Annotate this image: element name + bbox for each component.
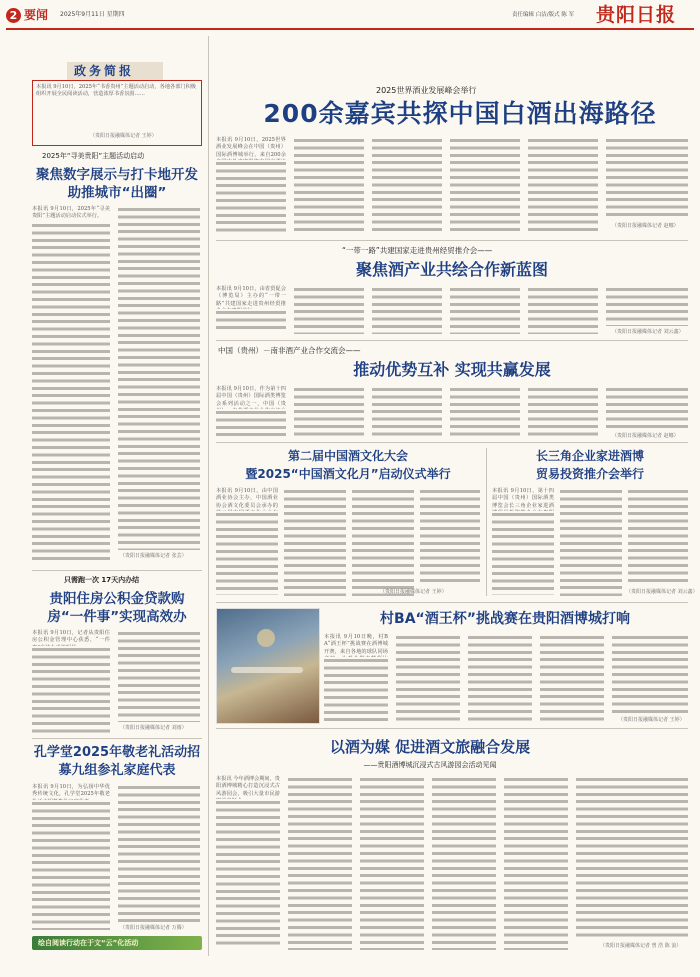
divider-left-1: [32, 570, 202, 571]
village-ba-credit: （贵阳日报融媒体记者 王婷）: [618, 717, 685, 723]
elder-dateline: 本报讯 9月10日，为弘扬中华优秀传统文化，孔学堂2025年敬老: [32, 784, 110, 798]
asean-dateline: 本报讯 9月10日，作为第十四届中国（贵州）国际酒类博览会系列活动之一，中国（贵: [216, 386, 286, 407]
asean-kicker: 中国（贵州）－南非酒产业合作交流会——: [218, 346, 361, 355]
village-ba-dateline: 本报讯 9月10日晚，村BA“酒王杯”挑战赛在酒博城开赛，来自各地的球队同场: [324, 634, 388, 655]
lead-credit: （贵阳日报融媒体记者 赵娜）: [612, 223, 679, 229]
belt-title: 聚焦酒产业共绘合作新蓝图: [355, 260, 548, 279]
elder-col2: [118, 784, 200, 922]
brief-title: 政务简报: [74, 64, 135, 78]
village-ba-col4: [540, 634, 604, 724]
vertical-rule-culture: [486, 448, 487, 596]
asean-col5: [528, 386, 598, 438]
tourism-col3: [360, 776, 424, 950]
story-left-kicker: 2025年“寻美贵阳”主题活动启动: [42, 152, 145, 160]
belt-kicker: “一带一路”共建国家走进贵州经贸推介会——: [342, 246, 493, 255]
belt-col1: [216, 309, 286, 333]
yangtze-col2: [560, 488, 622, 596]
divider-main-4: [216, 602, 688, 603]
housing-dateline: 本报讯 9月10日，记者从贵阳住房公积金管理中心获悉，“一件: [32, 630, 110, 644]
yangtze-col3: [628, 488, 688, 586]
tourism-title: 以酒为媒 促进酒文旅融合发展: [329, 738, 531, 756]
asean-col4: [450, 386, 520, 438]
page-number-badge: 2: [6, 8, 21, 23]
lead-col5: [528, 137, 598, 232]
yangtze-dateline: 本报讯 9月10日，第十四届中国（贵州）国际酒类博览会长三角企业家进酒: [492, 488, 554, 509]
asean-col6: [606, 386, 688, 430]
divider-main-2: [216, 340, 688, 341]
culture-credit: （贵阳日报融媒体记者 王婷）: [380, 589, 447, 595]
divider-main-3: [216, 442, 688, 443]
housing-col1: [32, 646, 110, 734]
editor-credits: 责任编辑 白洁/版式 陈 军: [512, 12, 575, 18]
belt-col3: [372, 286, 442, 334]
lead-title: 200余嘉宾共探中国白酒出海路径: [263, 99, 657, 128]
lead-col6: [606, 137, 688, 219]
tourism-col5: [504, 776, 568, 950]
brief-lead: 本报讯 9月10日，2025年“书香贵州”主题活动启动，各地各部门积极组织开展全民阅读活动，营造浓厚书香氛围……: [36, 84, 196, 98]
yangtze-credit: （贵阳日报融媒体记者 刘云鑫）: [626, 589, 698, 595]
housing-title: 贵阳住房公积金贷款购房“一件事”实现高效办: [47, 591, 187, 625]
story-left-title: 聚焦数字展示与打卡地开发助推城市“出圈”: [36, 167, 198, 201]
belt-col2: [294, 286, 364, 334]
divider-main-1: [216, 240, 688, 241]
asean-col1: [216, 409, 286, 437]
yangtze-col1: [492, 511, 554, 595]
village-ba-col3: [468, 634, 532, 724]
bottom-banner-text: 绘自阅读行动在于文“云”化活动: [38, 939, 139, 947]
belt-credit: （贵阳日报融媒体记者 刘云鑫）: [612, 329, 684, 335]
lead-kicker: 2025世界酒业发展峰会举行: [376, 86, 477, 95]
header-rule: [6, 28, 694, 30]
culture-kicker: 第二届中国酒文化大会: [287, 449, 408, 463]
belt-dateline: 本报讯 9月10日，由省贸促会（博览局）主办的“一带一路”共建国家走进贵州经贸推: [216, 286, 286, 307]
divider-main-5: [216, 728, 688, 729]
elder-title: 孔学堂2025年敬老礼活动招募九组参礼家庭代表: [33, 745, 201, 778]
belt-col5: [528, 286, 598, 334]
culture-col1: [216, 511, 278, 595]
lead-dateline: 本报讯 9月10日，2025世界酒业发展峰会在中国（贵州）国际酒博城举行，来自200余: [216, 137, 286, 158]
village-ba-col5: [612, 634, 688, 714]
village-ba-photo: [216, 608, 320, 724]
tourism-subtitle: ——贵阳酒博城沉浸式古风游园会活动见闻: [363, 761, 497, 769]
asean-col3: [372, 386, 442, 438]
elder-col1: [32, 800, 110, 930]
story-left-col1: [32, 222, 110, 560]
belt-col6: [606, 286, 688, 326]
asean-title: 推动优势互补 实现共赢发展: [353, 360, 551, 379]
lead-col2: [294, 137, 364, 232]
story-left-dateline: 本报讯 9月10日，2025年“寻美贵阳”主题活动启动仪式举行。: [32, 206, 110, 220]
divider-left-2: [32, 738, 202, 739]
lead-col4: [450, 137, 520, 232]
yangtze-kicker: 长三角企业家进酒博: [535, 449, 644, 463]
section-name: 要闻: [24, 8, 49, 22]
asean-credit: （贵阳日报融媒体记者 赵娜）: [612, 433, 679, 439]
culture-dateline: 本报讯 9月10日，由中国酒业协会主办，中国酒业协会酒文化委员会承办的: [216, 488, 278, 509]
tourism-col1: [216, 799, 280, 949]
tourism-col4: [432, 776, 496, 950]
culture-col4: [420, 488, 480, 586]
newspaper-logo: 贵阳日报: [596, 4, 677, 26]
housing-col2: [118, 630, 200, 722]
vertical-rule: [208, 36, 209, 956]
tourism-col2: [288, 776, 352, 950]
tourism-dateline: 本报讯 今年酒博会期间，贵阳酒博城精心打造沉浸式古风游园会，吸引大量市民游: [216, 776, 280, 797]
housing-credit: （贵阳日报融媒体记者 刘雨）: [120, 725, 187, 731]
belt-col4: [450, 286, 520, 334]
brief-credit: （贵阳日报融媒体记者 王婷）: [90, 133, 157, 139]
asean-col2: [294, 386, 364, 438]
yangtze-title: 贸易投资推介会举行: [535, 467, 644, 481]
culture-col2: [284, 488, 346, 596]
tourism-credit: （贵阳日报融媒体记者 曾 浩 陈 浪）: [600, 943, 682, 949]
story-left-col2: [118, 206, 200, 550]
tourism-col6: [576, 776, 688, 940]
story-left-credit: （贵阳日报融媒体记者 张芸）: [120, 553, 187, 559]
housing-kicker: 只需跑一次 17天内办结: [64, 576, 140, 584]
village-ba-col1: [324, 657, 388, 723]
village-ba-col2: [396, 634, 460, 724]
lead-col1: [216, 160, 286, 232]
culture-col3: [352, 488, 414, 596]
village-ba-title: 村BA“酒王杯”挑战赛在贵阳酒博城打响: [380, 611, 630, 627]
issue-date: 2025年9月11日 星期四: [60, 11, 125, 18]
elder-credit: （贵阳日报融媒体记者 万腾）: [120, 925, 187, 931]
culture-title: 暨2025“中国酒文化月”启动仪式举行: [245, 467, 451, 481]
lead-col3: [372, 137, 442, 232]
